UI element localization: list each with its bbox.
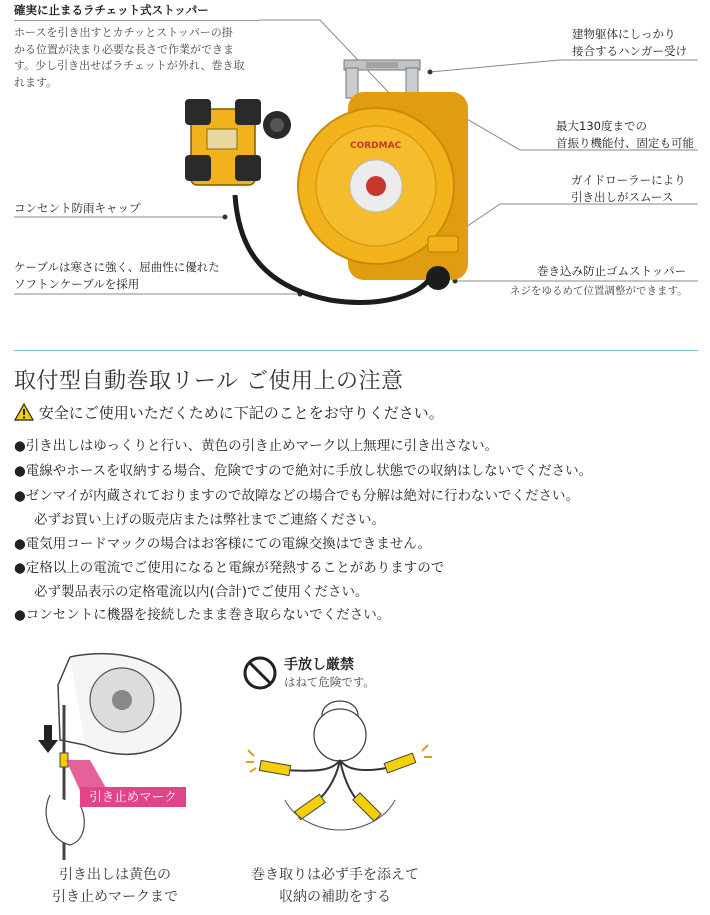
pull-mark-illustration: [30, 645, 230, 860]
outlet-box-illustration: [185, 95, 295, 195]
prohibit-subtitle: はねて危険です。: [284, 675, 375, 689]
caution-item: ●ゼンマイが内蔵されておりますので故障などの場合でも分解は絶対に行わないでください。: [14, 488, 580, 504]
caution-item: ●引き出しはゆっくりと行い、黄色の引き止めマーク以上無理に引き出さない。: [14, 438, 499, 454]
prohibit-icon: [242, 655, 278, 691]
recoil-hazard-illustration: [240, 690, 440, 840]
reel-illustration: [298, 86, 478, 296]
mark-label: 引き止めマーク: [80, 787, 186, 807]
swivel-label: 最大130度までの 首振り機能付、固定も可能: [556, 119, 694, 150]
right-caption: 巻き取りは必ず手を添えて 収納の補助をする: [251, 867, 419, 905]
warning-text: 安全にご使用いただくために下記のことをお守りください。: [38, 404, 444, 422]
prohibit-title: 手放し厳禁: [284, 657, 354, 673]
warning-row: [14, 402, 444, 423]
left-caption: 引き出しは黄色の 引き止めマークまで: [52, 867, 178, 905]
warning-icon: [14, 403, 34, 421]
stopper-label: 巻き込み防止ゴムストッパー: [537, 264, 687, 278]
ratchet-description: ホースを引き出すとカチッとストッパーの掛 かる位置が決まり必要な長さで作業ができま す。少し引き出せばラチェットが外れ、巻き取 れます。: [14, 26, 245, 89]
rain-cap-label: コンセント防雨キャップ: [14, 201, 141, 215]
caution-item: ●コンセントに機器を接続したまま巻き取らないでください。: [14, 607, 391, 623]
section-divider: [14, 350, 698, 351]
stopper-note: ネジをゆるめて位置調整ができます。: [510, 285, 688, 297]
caution-item: ●定格以上の電流でご使用になると電線が発熱することがありますので: [14, 560, 445, 576]
hanger-label: 建物躯体にしっかり 接合するハンガー受け: [572, 27, 687, 58]
caution-item-continued: 必ず製品表示の定格電流以内(合計)でご使用ください。: [34, 584, 369, 600]
caution-item-continued: 必ずお買い上げの販売店または弊社までご連絡ください。: [34, 512, 385, 528]
roller-label: ガイドローラーにより 引き出しがスムース: [571, 173, 686, 204]
caution-item: ●電線やホースを収納する場合、危険ですので絶対に手放し状態での収納はしないでください。: [14, 463, 593, 479]
brand-text: CORDMAC: [350, 141, 402, 151]
caution-item: ●電気用コードマックの場合はお客様にての電線交換はできません。: [14, 536, 432, 552]
cable-label: ケーブルは寒さに強く、屈曲性に優れた ソフトンケーブルを採用: [14, 260, 220, 291]
ratchet-title: 確実に止まるラチェット式ストッパー: [14, 3, 209, 17]
section-title: 取付型自動巻取リール ご使用上の注意: [14, 369, 404, 394]
